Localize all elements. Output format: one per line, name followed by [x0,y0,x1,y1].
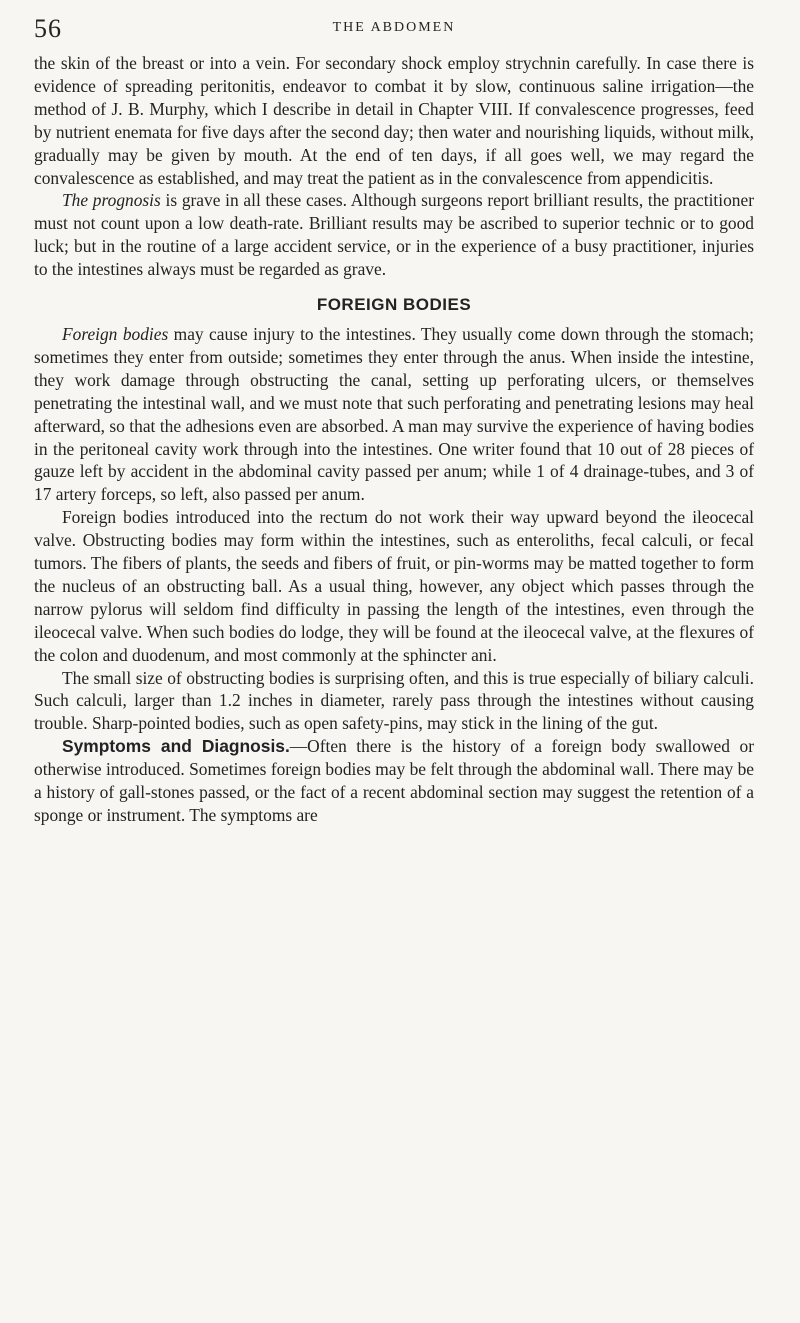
running-head [34,14,754,52]
paragraph-prognosis [34,189,754,281]
paragraph-symptoms [34,735,754,827]
paragraph-rectum: Foreign bodies introduced into the rectum do not work their way upward beyond the ileocecal valve. Obstructing bodies may form within the intestines, such as enteroliths, fecal calculi, or fecal tumors. The fibers of plants, the seeds and fibers of fruit, or pin-worms may be matted together to form the nucleus of an obstructing ball. As a usual thing, however, any object which passes through the narrow pylorus will seldom find difficulty in passing the length of the intestines, even through the ileocecal valve. When such bodies do lodge, they will be found at the ileocecal valve, at the flexures of the colon and duodenum, and most commonly at the sphincter ani. [34,507,754,665]
foreign-bodies-term: Foreign bodies [62,323,169,344]
prognosis-text: is grave in all these cases. Although surgeons report brilliant results, the practitioner must not count upon a low death-rate. Brilliant results may be ascribed to superior technic or to good luck; but in the routine of a large accident service, or in the experience of a busy practitioner, injuries to the intestines always must be regarded as grave. [34,190,755,280]
foreign-bodies-text: may cause injury to the intestines. They usually come down through the stomach; sometimes they enter from outside; sometimes they enter through the anus. When inside the intestine, they work damage through obstructing the canal, setting up perforating ulcers, or themselves penetrating the intestinal wall, and we must note that such perforating and penetrating lesions may heal afterward, so that the adhesions even are absorbed. A man may survive the experience of having bodies in the peritoneal cavity work through into the intestines. One writer found that 10 out of 28 pieces of gauze left by accident in the abdominal cavity passed per anum; while 1 of 4 drainage-tubes, and 3 of 17 artery forceps, so left, also passed per anum. [34,323,754,505]
prognosis-term: The prognosis [62,190,161,211]
body-text [34,52,754,827]
running-title: THE ABDOMEN [332,20,456,35]
page-number: 56 [34,14,62,43]
paragraph-treatment: the skin of the breast or into a vein. For secondary shock employ strychnin carefully. In case there is evidence of spreading peritonitis, endeavor to combat it by slow, continuous saline irrigation—the method of J. B. Murphy, which I describe in detail in Chapter VIII. If convalescence progresses, feed by nutrient enemata for five days after the second day; then water and nourishing liquids, without milk, gradually may be given by mouth. At the end of ten days, if all goes well, we may regard the convalescence as established, and may treat the patient as in the convalescence from appendicitis. [34,53,754,188]
symptoms-text: —Often there is the history of a foreign body swallowed or otherwise introduced. Sometimes foreign bodies may be felt through the abdominal wall. There may be a history of gall-stones passed, or the fact of a recent abdominal section may suggest the retention of a sponge or instrument. The symptoms are [34,736,754,825]
section-heading: FOREIGN BODIES [316,295,472,315]
paragraph-foreign-bodies [34,323,754,506]
paragraph-small-size: The small size of obstructing bodies is surprising often, and this is true especially of biliary calculi. Such calculi, larger than 1.2 inches in diameter, rarely pass through the intestines without causing trouble. Sharp-pointed bodies, such as open safety-pins, may stick in the lining of the gut. [34,667,754,734]
symptoms-subheading: Symptoms and Diagnosis. [62,736,290,757]
